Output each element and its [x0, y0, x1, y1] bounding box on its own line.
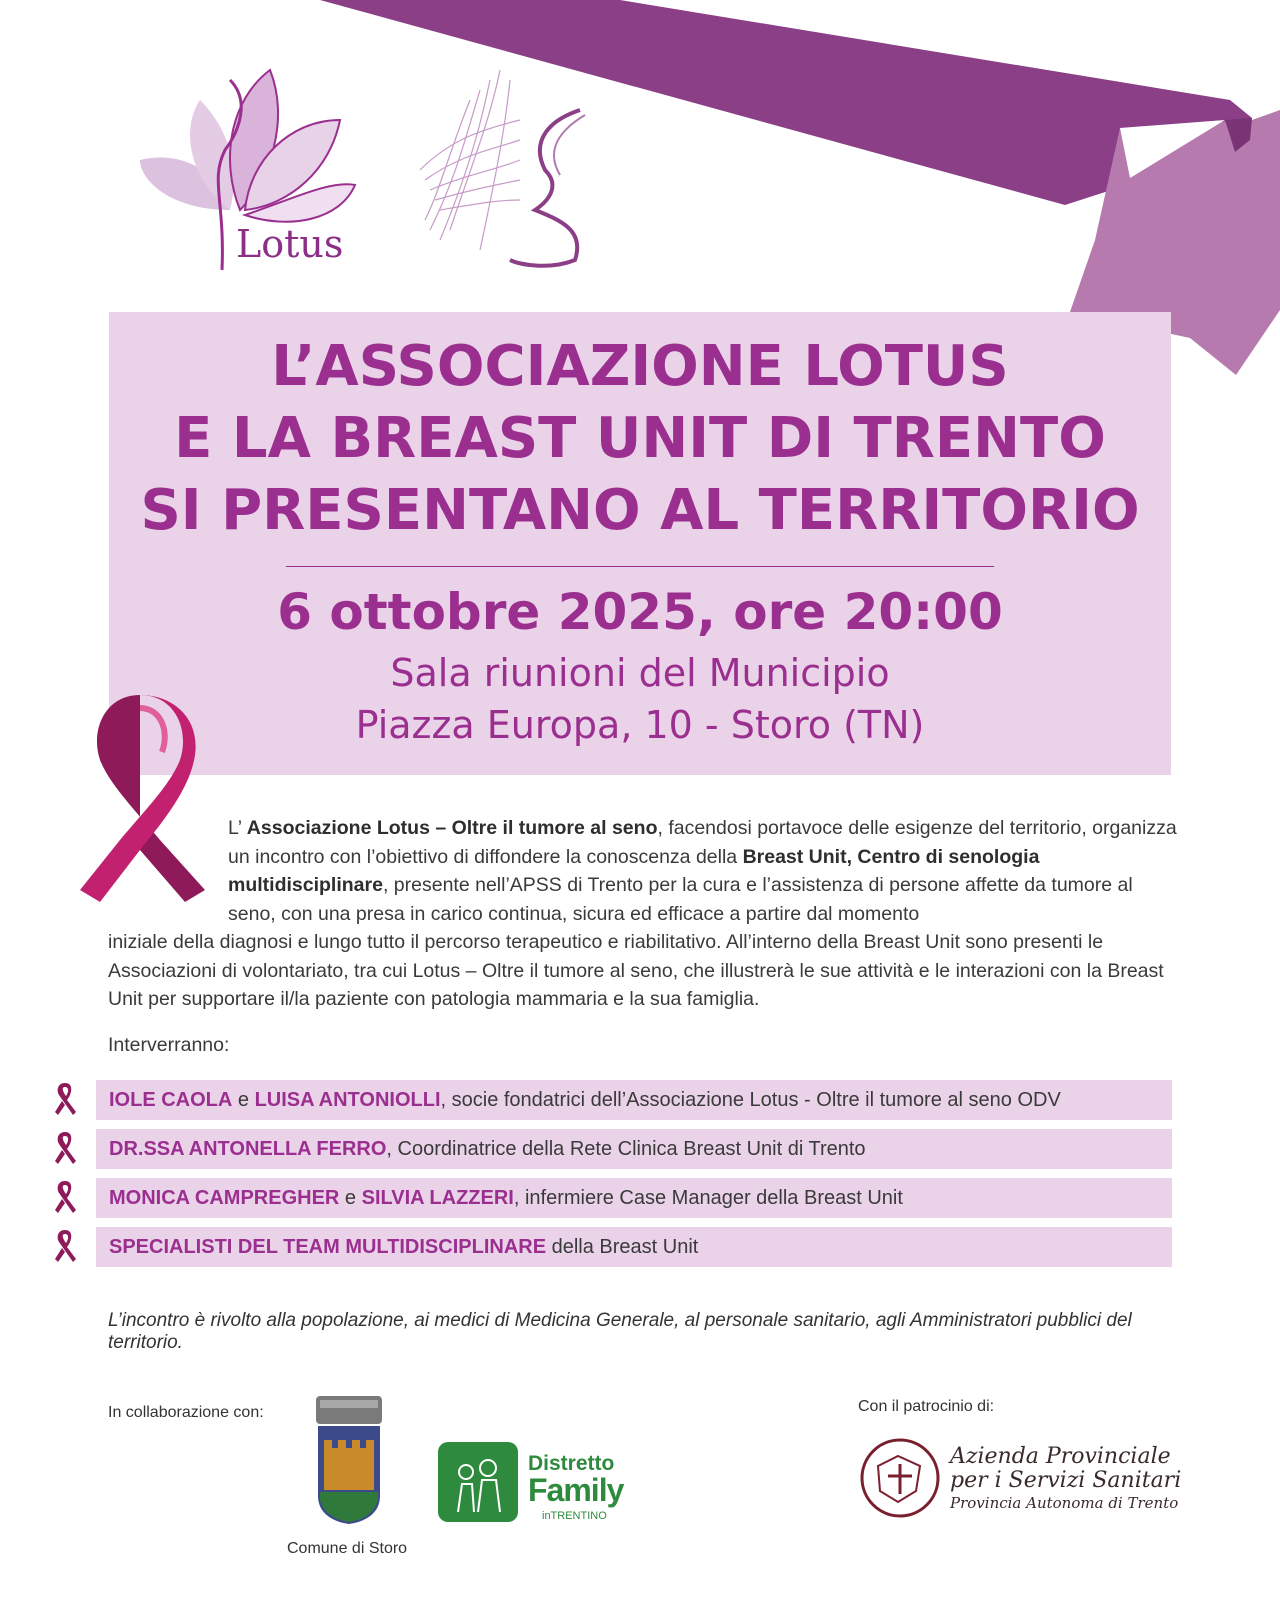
venue-address: Piazza Europa, 10 - Storo (TN) — [355, 703, 925, 747]
apss-seal-logo — [858, 1436, 942, 1520]
mini-ribbon-icon — [52, 1080, 78, 1120]
speaker-role: della Breast Unit — [546, 1235, 699, 1258]
intro-text-3: , presente nell’APSS di Trento per la cura e l’assistenza di persone affette da tumore al seno, con una presa in carico continua, sicura ed efficace a partire dal momento — [228, 874, 1133, 925]
collaboration-label: In collaborazione con: — [108, 1404, 264, 1421]
conjunction: e — [232, 1088, 255, 1111]
distretto-family-logo — [438, 1442, 518, 1522]
speaker-name: DR.SSA ANTONELLA FERRO — [109, 1137, 387, 1160]
speaker-role: , Coordinatrice della Rete Clinica Breast Unit di Trento — [386, 1137, 866, 1160]
speaker-row — [96, 1178, 1172, 1218]
breast-unit-name: Breast Unit, Centro di senologia multidisciplinare — [228, 845, 1040, 896]
mini-ribbon-icon — [52, 1129, 78, 1169]
title-line-1: L’ASSOCIAZIONE LOTUS — [271, 334, 1009, 399]
speaker-row — [96, 1080, 1172, 1120]
apss-name-line-2: per i Servizi Sanitari — [950, 1468, 1182, 1493]
conjunction: e — [339, 1186, 362, 1209]
venue-name: Sala riunioni del Municipio — [390, 651, 890, 695]
title-line-2: E LA BREAST UNIT DI TRENTO — [174, 406, 1106, 471]
speaker-role: , infermiere Case Manager della Breast Unit — [513, 1186, 903, 1209]
association-name: Associazione Lotus – Oltre il tumore al seno — [246, 817, 658, 839]
apss-name-line-1: Azienda Provinciale — [950, 1444, 1171, 1469]
lotus-wordmark: Lotus — [236, 222, 344, 266]
apss-name-line-3: Provincia Autonoma di Trento — [950, 1494, 1179, 1512]
patronage-label: Con il patrocinio di: — [858, 1398, 995, 1415]
family-brand-line-2: Family — [528, 1472, 624, 1508]
speaker-name: SPECIALISTI DEL TEAM MULTIDISCIPLINARE — [109, 1235, 547, 1258]
storo-crest-logo — [314, 1396, 384, 1524]
description-continuation: iniziale della diagnosi e lungo tutto il percorso terapeutico e riabilitativo. All’interno della Breast Unit sono presenti le Associazioni di volontariato, tra cui Lotus – Oltre il tumore al seno, che illustrerà le sue attività e le interazioni con la Breast Unit per supportare il/la paziente con patologia mammaria e la sua famiglia. — [108, 931, 1164, 1010]
mini-ribbon-icon — [52, 1178, 78, 1218]
family-icon — [438, 1442, 518, 1522]
speaker-row — [96, 1227, 1172, 1267]
speaker-role: , socie fondatrici dell’Associazione Lotus - Oltre il tumore al seno ODV — [440, 1088, 1061, 1111]
storo-caption: Comune di Storo — [287, 1540, 408, 1557]
speaker-name: IOLE CAOLA — [109, 1088, 233, 1111]
description-text — [108, 814, 1180, 1014]
mini-ribbon-icon — [52, 1227, 78, 1267]
speaker-row — [96, 1129, 1172, 1169]
woman-silhouette-logo — [410, 60, 610, 280]
audience-note: L’incontro è rivolto alla popolazione, ai medici di Medicina Generale, al personale sanitario, agli Amministratori pubblici del territorio. — [108, 1310, 1132, 1353]
title-line-3: SI PRESENTANO AL TERRITORIO — [140, 478, 1140, 543]
intro-text: L’ — [228, 817, 247, 839]
title-divider — [286, 566, 994, 567]
event-date: 6 ottobre 2025, ore 20:00 — [277, 583, 1003, 641]
speakers-heading: Interverranno: — [108, 1034, 230, 1056]
speaker-name: SILVIA LAZZERI — [361, 1186, 514, 1209]
family-brand-line-1: Distretto — [528, 1452, 615, 1475]
intro-text-2: , facendosi portavoce delle esigenze del territorio, organizza un incontro con l’obiettivo di diffondere la conoscenza della — [228, 817, 1177, 868]
speaker-name: LUISA ANTONIOLLI — [254, 1088, 441, 1111]
family-brand-line-3: inTRENTINO — [542, 1510, 607, 1522]
speaker-name: MONICA CAMPREGHER — [109, 1186, 340, 1209]
